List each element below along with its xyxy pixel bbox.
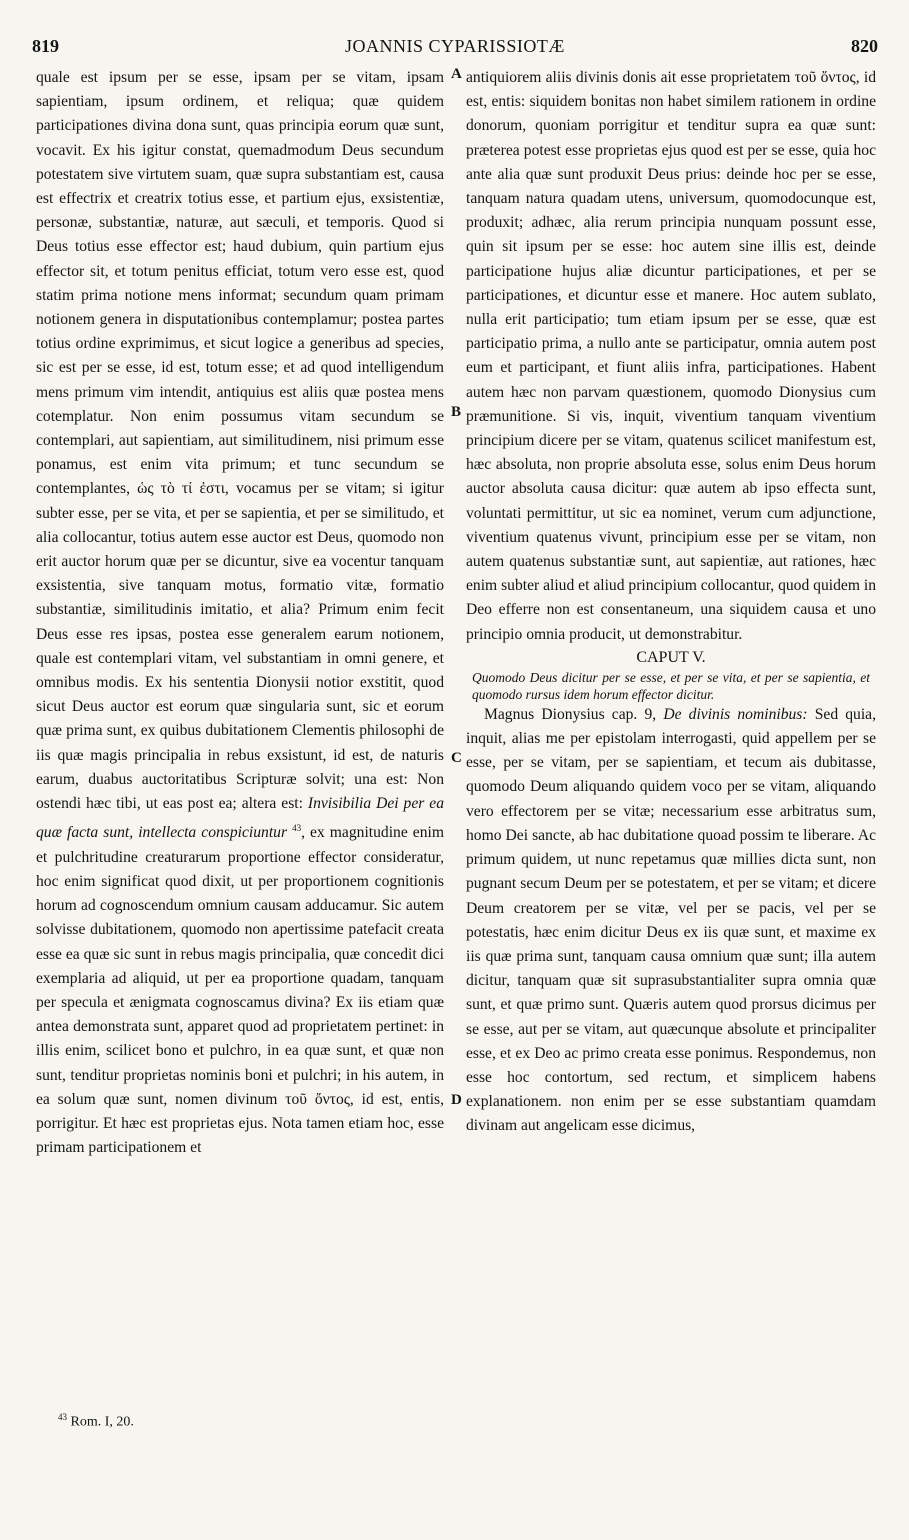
citation-lead: Magnus Dionysius cap. 9, [484, 705, 657, 723]
footnote [58, 1412, 134, 1431]
chapter-subtitle: Quomodo Deus dicitur per se esse, et per se vita, et per se sapientia, et quomodo rursus idem horum effector dicitur. [472, 669, 870, 702]
scripture-quote: Invisibilia Dei per ea quæ facta sunt, intellecta conspiciuntur [36, 795, 444, 842]
left-column [36, 66, 444, 1160]
margin-letter-d: D [451, 1092, 462, 1108]
page-number-left: 819 [32, 36, 59, 56]
running-title: JOANNIS CYPARISSIOTÆ [345, 36, 565, 56]
left-text-1: quale est ipsum per se esse, ipsam per se vitam, ipsam sapientiam, ipsum ordinem, et reliqua; quæ quidem participationes divina dona sunt, quas principia eorum quæ sunt, vocavit. Ex his igitur constat, quemadmodum Deus secundum potestatem sive virtutem suam, quæ supra substantiam est, causa est effectrix et creatrix totius esse, et partium ejus, exsistentiæ, personæ, substantiæ, naturæ, aut sæculi, et temporis. Quod si Deus totius esse effector est; haud dubium, quin partium ejus effector sit, et totum penitus efficiat, totum vero esse est, quod statim prima notione mens informat; secundum quam primam notionem genera in disputationibus contemplamur; postea partes totius ordine exprimimus, et sicut logice a generibus ad species, sic est per se esse, id est, totum esse; et ad quod intelligendum mens primum vim intendit, antiquius est aliis quæ postea mens cotemplatur. Non enim possumus vitam secundum se contemplari, aut sapientiam, aut similitudinem, nisi primum esse ponamus, est enim vita primum; et tunc secundum se contemplantes, ὡς τὸ τί ἐστι, vocamus per se vitam; si igitur subter esse, per se vita, et per se sapientia, et per se similitudo, et alia collocantur, totius autem esse auctor est Deus, quomodo non erit auctor horum quæ per se dicuntur, sive ea vocentur tanquam exsistentia, sive tanquam motus, formatio vitæ, formatio substantiæ, similitudinis imitatio, et alia? Primum enim fecit Deus esse res ipsas, postea esse generalem earum notionem, quale est contemplari vitam, vel substantiam in omni genere, et omnibus modis. Ex his sententia Dionysii notior exstitit, quod sicut Deus auctor est eorum quæ singularia sunt, sic et eorum quæ prima sunt, ex quibus dubitationem Clementis philosophi de iis quæ magis principalia in rebus exsistunt, id est, de naturis earum, duabus auctoritatibus Scripturæ solvit; una est: Non ostendi hæc tibi, ut eas post ea; altera est: [36, 69, 444, 813]
margin-letter-a: A [451, 66, 462, 82]
left-text-2: , ex magnitudine enim et pulchritudine creaturarum proportione effector consideratur, hoc enim significat quod dixit, ut per proportionem cognitionis horum ad cognoscendum omnium causam adducamur. Sic autem solvisse dubitationem, quomodo non apertissime patefacit creata esse ea quæ sic sunt in rebus magis principalia, quæ concedit dici exemplaria ad aliquid, ut per ea proportione quadam, tanquam per specula et ænigmata cognoscamus divina? Ex iis etiam quæ antea demonstrata sunt, apparet quod ad proprietatem pertinet: in illis enim, scilicet bono et pulchro, in ea quæ sunt, et quæ non sunt, tenditur proprietas nominis boni et pulchri; in his autem, in ea solum quæ sunt, nomen divinum τοῦ ὄντος, id est, entis, porrigitur. Et hæc est proprietas ejus. Nota tamen etiam hoc, esse primam participationem et [36, 824, 444, 1157]
citation-work: De divinis nominibus: [663, 705, 808, 723]
page-header [32, 36, 878, 62]
left-paragraph [36, 66, 444, 1160]
footnote-mark: 43 [58, 1412, 67, 1422]
margin-letter-b: B [451, 404, 462, 420]
right-column [466, 66, 876, 1139]
right-paragraph-2 [466, 703, 876, 1139]
chapter-title: CAPUT V. [636, 648, 706, 666]
footnote-ref: 43 [292, 823, 302, 834]
page-number-right: 820 [851, 36, 878, 56]
right-text-2: Sed quia, inquit, alias me per epistolam interrogasti, quid appellem per se esse, per se vitam, per se sapientiam, et tecum ais dubitasse, quomodo Deum aliquando quidem voco per se vitam, aliquando vero effectorem per se vitæ; necessarium esse arbitratus sum, homo Dei sancte, ab hac dubitatione quoad possim te liberare. Ac primum quidem, ut nunc repetamus quæ millies dicta sunt, non pugnant secum Deum per se potestatem, et per se vitam; et dicere Deum creatorem per se vitæ, vel per se pacis, vel per se potestatis, hæc enim dicitur Deus ex iis quæ sunt, et maxime ex iis quæ prima sunt, tanquam causa omnium quæ sunt; illa autem dicitur, tanquam quæ sit suprasubstantialiter supra omnia quæ sunt, et quæ primo sunt. Quæris autem quod prorsus dicimus per se esse, aut per se vitam, aut quæcunque absolute et principaliter esse, et ex Deo ac primo creata esse ponimus. Respondemus, non esse hoc contortum, sed rectum, et simplicem habens explanationem. non enim per se esse substantiam quamdam divinam aut angelicam esse dicimus, [466, 705, 876, 1135]
right-paragraph-1: antiquiorem aliis divinis donis ait esse proprietatem τοῦ ὄντος, id est, entis: siquidem bonitas non habet similem rationem in ordine donorum, quoniam porrigitur et tenditur supra ea quæ sunt: præterea potest esse proprietas ejus quod est per se esse, quia hoc ante alia quæ sunt produxit Deus prius: deinde hoc per se esse, tanquam natura quadam utens, universum, quomodocunque est, produxit; adhæc, alia rerum principia nunquam possunt esse, quin sit ipsum per se esse: hoc autem sine illis est, deinde participatione hujus aliæ dicuntur participationes, et per se participationes, et dicuntur esse et manere. Hoc autem sublato, nulla erit participatio; tum etiam ipsum per se esse, quæ est participatio prima, a nullo ante se participatur, omnia autem post eum et participant, et fiunt aliis infra, participationes. Habent autem hæc non parvam quæstionem, quomodo Dionysius cum præmunitione. Si vis, inquit, viventium tanquam viventium principium dicere per se vitam, quatenus scilicet manifestum est, hæc absoluta, non proprie absoluta esse, solus enim Deus horum auctor absoluta causa dicitur: quæ autem ab ipso effecta sunt, voluntati permittitur, ut sic ea nominet, verum cum adjunctione, viventium quatenus vivunt, principium esse per se vitam, non autem quatenus substantiæ sunt, aut sapientiæ, aut rationes, hæc enim subter aliud et aliud principium collocantur, quod quidem in Deo efferre non est consentaneum, una siquidem causa et uno principio omnia producit, ut demonstrabitur. [466, 69, 876, 643]
margin-letter-c: C [451, 750, 462, 766]
footnote-text: Rom. I, 20. [70, 1414, 134, 1430]
